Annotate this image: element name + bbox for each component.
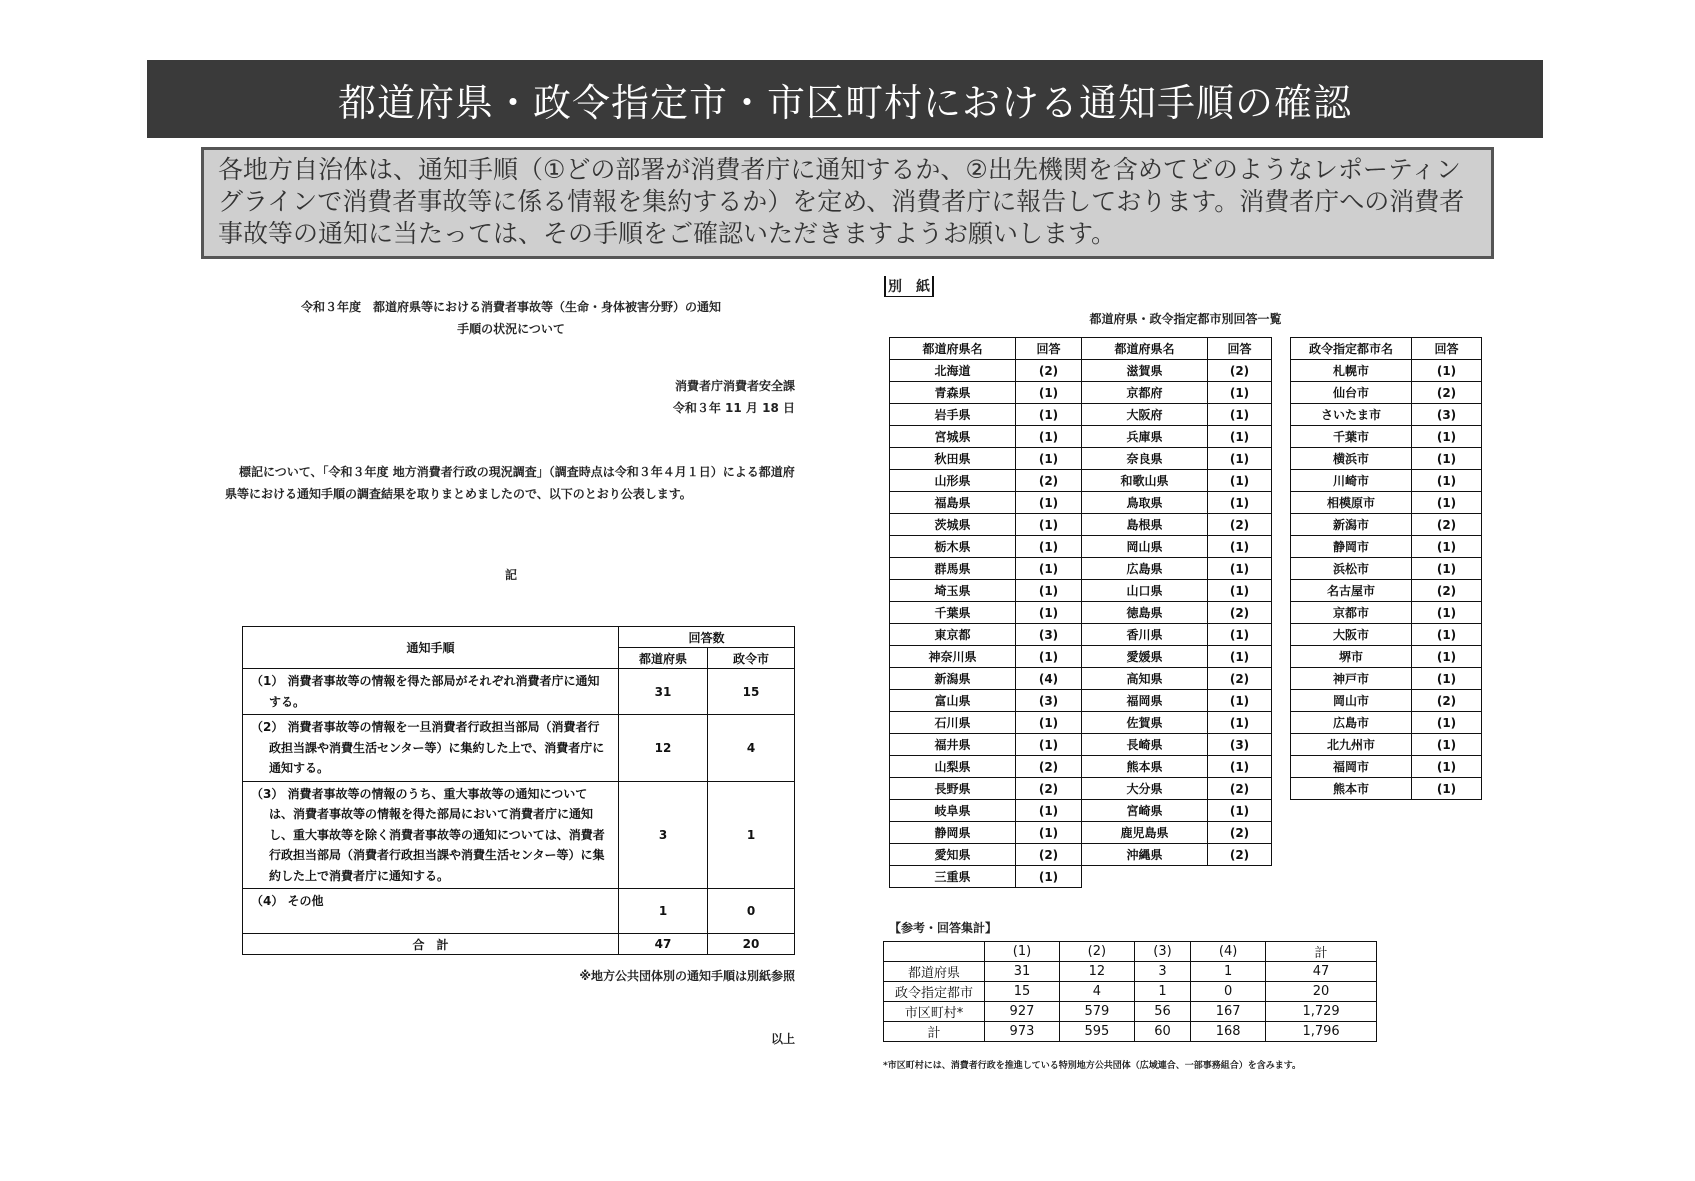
procedure-text: （3） 消費者事故等の情報のうち、重大事故等の通知については、消費者事故等の情報を得た部局において消費者庁に通知し、重大事故等を除く消費者事故等の通知については、消費者行政担当部局（消費者行政担当課や消費生活センター等）に集約した上で消費者庁に通知する。 <box>243 781 619 889</box>
aggregate-value: 579 <box>1059 1002 1134 1022</box>
prefecture-name: 栃木県 <box>890 536 1016 558</box>
table-row <box>890 624 1272 646</box>
table-row <box>890 844 1272 866</box>
aggregate-header <box>884 942 985 962</box>
prefecture-name: 新潟県 <box>890 668 1016 690</box>
prefecture-name: 鳥取県 <box>1082 492 1208 514</box>
prefecture-answer: (1) <box>1016 822 1082 844</box>
aggregate-row-label: 都道府県 <box>884 962 985 982</box>
table-row <box>1291 448 1482 470</box>
table-row <box>1291 492 1482 514</box>
prefecture-name: 富山県 <box>890 690 1016 712</box>
prefecture-name: 熊本県 <box>1082 756 1208 778</box>
table-row <box>243 669 795 715</box>
table-row <box>1291 624 1482 646</box>
table-row <box>1291 734 1482 756</box>
table-row <box>884 942 1377 962</box>
prefecture-answer: (1) <box>1208 712 1272 734</box>
table-row <box>890 866 1272 888</box>
issuer-block <box>560 375 795 419</box>
table-row <box>884 982 1377 1002</box>
city-answer: (1) <box>1412 756 1482 778</box>
aggregate-value: 3 <box>1134 962 1190 982</box>
aggregate-value: 973 <box>985 1022 1060 1042</box>
city-answer: (1) <box>1412 668 1482 690</box>
prefecture-answer: (2) <box>1208 822 1272 844</box>
aggregate-value: 4 <box>1059 982 1134 1002</box>
table-row <box>1291 558 1482 580</box>
prefecture-answer: (1) <box>1016 426 1082 448</box>
table-row <box>890 382 1272 404</box>
attachment-label: 別 紙 <box>884 276 934 297</box>
city-name: さいたま市 <box>1291 404 1412 426</box>
aggregate-value: 1 <box>1191 962 1266 982</box>
empty-cell <box>1208 866 1272 888</box>
city-name: 相模原市 <box>1291 492 1412 514</box>
prefecture-answer: (1) <box>1016 580 1082 602</box>
doc-body: 標記について、「令和３年度 地方消費者行政の現況調査」（調査時点は令和３年４月１日）による都道府県等における通知手順の調査結果を取りまとめましたので、以下のとおり公表します。 <box>225 465 795 501</box>
prefecture-answer: (3) <box>1016 624 1082 646</box>
table-row <box>890 360 1272 382</box>
attachment-subtitle: 都道府県・政令指定都市別回答一覧 <box>1089 312 1282 326</box>
prefecture-answer: (1) <box>1016 712 1082 734</box>
prefecture-name: 岐阜県 <box>890 800 1016 822</box>
prefecture-name: 三重県 <box>890 866 1016 888</box>
prefecture-answer: (1) <box>1208 426 1272 448</box>
city-answer: (1) <box>1412 624 1482 646</box>
aggregate-label: 【参考・回答集計】 <box>889 921 998 935</box>
prefecture-answer: (1) <box>1208 756 1272 778</box>
total-label: 合 計 <box>243 934 619 955</box>
city-answer: (1) <box>1412 734 1482 756</box>
table-row <box>1291 712 1482 734</box>
prefecture-name: 高知県 <box>1082 668 1208 690</box>
prefecture-answer: (1) <box>1208 800 1272 822</box>
prefecture-answer: (1) <box>1016 646 1082 668</box>
city-name: 川崎市 <box>1291 470 1412 492</box>
prefecture-name: 静岡県 <box>890 822 1016 844</box>
prefecture-answer: (2) <box>1208 360 1272 382</box>
city-name: 新潟市 <box>1291 514 1412 536</box>
city-name: 堺市 <box>1291 646 1412 668</box>
prefecture-answer: (1) <box>1208 382 1272 404</box>
city-name: 仙台市 <box>1291 382 1412 404</box>
aggregate-table <box>883 941 1377 1042</box>
city-name: 静岡市 <box>1291 536 1412 558</box>
table-row <box>1291 690 1482 712</box>
prefecture-name: 福岡県 <box>1082 690 1208 712</box>
table-row <box>890 558 1272 580</box>
prefecture-name: 千葉県 <box>890 602 1016 624</box>
doc-title <box>227 296 795 340</box>
table-row <box>243 781 795 889</box>
prefecture-name: 和歌山県 <box>1082 470 1208 492</box>
aggregate-header: (1) <box>985 942 1060 962</box>
table-row <box>890 448 1272 470</box>
prefecture-name: 香川県 <box>1082 624 1208 646</box>
aggregate-value: 15 <box>985 982 1060 1002</box>
page-title: 都道府県・政令指定市・市区町村における通知手順の確認 <box>147 60 1543 138</box>
table-row <box>884 1002 1377 1022</box>
table-row <box>1291 646 1482 668</box>
total-pref: 47 <box>619 934 708 955</box>
aggregate-value: 595 <box>1059 1022 1134 1042</box>
prefecture-name: 青森県 <box>890 382 1016 404</box>
city-name: 大阪市 <box>1291 624 1412 646</box>
table-row <box>890 426 1272 448</box>
prefecture-table <box>889 337 1272 888</box>
prefecture-answer: (1) <box>1016 734 1082 756</box>
prefecture-answer: (1) <box>1208 492 1272 514</box>
table-row <box>890 580 1272 602</box>
table-row <box>890 756 1272 778</box>
city-name: 熊本市 <box>1291 778 1412 800</box>
prefecture-answer: (3) <box>1016 690 1082 712</box>
prefecture-answer: (1) <box>1016 536 1082 558</box>
city-name: 札幌市 <box>1291 360 1412 382</box>
city-name: 神戸市 <box>1291 668 1412 690</box>
prefecture-name: 京都府 <box>1082 382 1208 404</box>
pref-count: 12 <box>619 715 708 782</box>
aggregate-row-label: 政令指定都市 <box>884 982 985 1002</box>
prefecture-name: 山形県 <box>890 470 1016 492</box>
prefecture-name: 岩手県 <box>890 404 1016 426</box>
city-count: 0 <box>708 889 795 934</box>
prefecture-name: 奈良県 <box>1082 448 1208 470</box>
prefecture-name: 群馬県 <box>890 558 1016 580</box>
city-name: 岡山市 <box>1291 690 1412 712</box>
table-row <box>1291 360 1482 382</box>
prefecture-answer: (1) <box>1208 470 1272 492</box>
table-row <box>890 712 1272 734</box>
table-row <box>1291 536 1482 558</box>
prefecture-answer: (2) <box>1016 756 1082 778</box>
table-row <box>890 602 1272 624</box>
city-name: 名古屋市 <box>1291 580 1412 602</box>
city-answer: (1) <box>1412 426 1482 448</box>
city-count: 15 <box>708 669 795 715</box>
pref-header-answer: 回答 <box>1016 338 1082 360</box>
city-name: 横浜市 <box>1291 448 1412 470</box>
city-table <box>1290 337 1482 800</box>
city-answer: (2) <box>1412 690 1482 712</box>
prefecture-name: 岡山県 <box>1082 536 1208 558</box>
city-answer: (1) <box>1412 602 1482 624</box>
city-name: 福岡市 <box>1291 756 1412 778</box>
aggregate-header: (3) <box>1134 942 1190 962</box>
prefecture-name: 佐賀県 <box>1082 712 1208 734</box>
prefecture-name: 愛知県 <box>890 844 1016 866</box>
table-row <box>890 646 1272 668</box>
city-answer: (2) <box>1412 514 1482 536</box>
aggregate-value: 927 <box>985 1002 1060 1022</box>
table-row <box>890 470 1272 492</box>
footnote: *市区町村には、消費者行政を推進している特別地方公共団体（広域連合、一部事務組合）を含みます。 <box>883 1061 1301 1071</box>
table-row <box>890 536 1272 558</box>
prefecture-answer: (1) <box>1016 382 1082 404</box>
prefecture-answer: (4) <box>1016 668 1082 690</box>
prefecture-answer: (2) <box>1016 778 1082 800</box>
table-row <box>1291 426 1482 448</box>
empty-cell <box>1082 866 1208 888</box>
city-answer: (2) <box>1412 580 1482 602</box>
prefecture-answer: (1) <box>1208 448 1272 470</box>
aggregate-value: 12 <box>1059 962 1134 982</box>
aggregate-header: 計 <box>1266 942 1377 962</box>
prefecture-answer: (1) <box>1016 514 1082 536</box>
prefecture-name: 福井県 <box>890 734 1016 756</box>
table-note: ※地方公共団体別の通知手順は別紙参照 <box>579 969 795 983</box>
table-row <box>890 778 1272 800</box>
doc-title-line1: 令和３年度 都道府県等における消費者事故等（生命・身体被害分野）の通知 <box>300 300 721 314</box>
total-city: 20 <box>708 934 795 955</box>
prefecture-name: 大阪府 <box>1082 404 1208 426</box>
prefecture-answer: (1) <box>1208 690 1272 712</box>
aggregate-value: 56 <box>1134 1002 1190 1022</box>
aggregate-header: (2) <box>1059 942 1134 962</box>
city-header-name: 政令指定都市名 <box>1291 338 1412 360</box>
prefecture-name: 埼玉県 <box>890 580 1016 602</box>
prefecture-answer: (1) <box>1208 536 1272 558</box>
prefecture-answer: (1) <box>1016 602 1082 624</box>
prefecture-answer: (1) <box>1208 404 1272 426</box>
col-pref: 都道府県 <box>619 648 708 669</box>
aggregate-value: 31 <box>985 962 1060 982</box>
prefecture-name: 長崎県 <box>1082 734 1208 756</box>
aggregate-value: 167 <box>1191 1002 1266 1022</box>
table-row <box>890 690 1272 712</box>
prefecture-name: 山口県 <box>1082 580 1208 602</box>
prefecture-answer: (1) <box>1208 580 1272 602</box>
aggregate-value: 47 <box>1266 962 1377 982</box>
pref-header-answer-2: 回答 <box>1208 338 1272 360</box>
city-answer: (1) <box>1412 558 1482 580</box>
city-answer: (1) <box>1412 448 1482 470</box>
issuer: 消費者庁消費者安全課 <box>674 379 795 393</box>
prefecture-answer: (2) <box>1016 360 1082 382</box>
table-row <box>890 668 1272 690</box>
table-row <box>890 734 1272 756</box>
procedure-text: （4） その他 <box>243 889 619 934</box>
prefecture-name: 島根県 <box>1082 514 1208 536</box>
prefecture-name: 宮崎県 <box>1082 800 1208 822</box>
prefecture-name: 宮城県 <box>890 426 1016 448</box>
city-answer: (1) <box>1412 470 1482 492</box>
prefecture-answer: (2) <box>1208 602 1272 624</box>
pref-header-name: 都道府県名 <box>890 338 1016 360</box>
pref-count: 1 <box>619 889 708 934</box>
table-row <box>1291 470 1482 492</box>
table-row <box>890 514 1272 536</box>
prefecture-answer: (1) <box>1208 624 1272 646</box>
prefecture-name: 秋田県 <box>890 448 1016 470</box>
prefecture-answer: (2) <box>1016 470 1082 492</box>
aggregate-value: 1,796 <box>1266 1022 1377 1042</box>
prefecture-answer: (1) <box>1016 404 1082 426</box>
city-answer: (1) <box>1412 778 1482 800</box>
city-count: 4 <box>708 715 795 782</box>
city-name: 広島市 <box>1291 712 1412 734</box>
table-row <box>890 800 1272 822</box>
prefecture-name: 石川県 <box>890 712 1016 734</box>
prefecture-answer: (1) <box>1016 866 1082 888</box>
table-row <box>1291 602 1482 624</box>
col-answers: 回答数 <box>619 627 795 648</box>
prefecture-name: 茨城県 <box>890 514 1016 536</box>
aggregate-header: (4) <box>1191 942 1266 962</box>
aggregate-value: 1,729 <box>1266 1002 1377 1022</box>
table-row <box>890 404 1272 426</box>
ki-label: 記 <box>504 568 517 582</box>
aggregate-value: 60 <box>1134 1022 1190 1042</box>
prefecture-name: 徳島県 <box>1082 602 1208 624</box>
prefecture-name: 鹿児島県 <box>1082 822 1208 844</box>
prefecture-answer: (1) <box>1208 646 1272 668</box>
city-answer: (3) <box>1412 404 1482 426</box>
city-answer: (1) <box>1412 646 1482 668</box>
city-name: 北九州市 <box>1291 734 1412 756</box>
doc-title-line2: 手順の状況について <box>457 322 565 336</box>
prefecture-name: 山梨県 <box>890 756 1016 778</box>
prefecture-name: 広島県 <box>1082 558 1208 580</box>
aggregate-value: 0 <box>1191 982 1266 1002</box>
pref-count: 31 <box>619 669 708 715</box>
prefecture-answer: (1) <box>1016 558 1082 580</box>
prefecture-answer: (3) <box>1208 734 1272 756</box>
prefecture-answer: (2) <box>1016 844 1082 866</box>
aggregate-row-label: 計 <box>884 1022 985 1042</box>
table-row <box>890 822 1272 844</box>
prefecture-answer: (2) <box>1208 514 1272 536</box>
table-row <box>1291 514 1482 536</box>
summary-box: 各地方自治体は、通知手順（①どの部署が消費者庁に通知するか、②出先機関を含めてどのようなレポーティングラインで消費者事故等に係る情報を集約するか）を定め、消費者庁に報告しております。消費者庁への消費者事故等の通知に当たっては、その手順をご確認いただきますようお願いします。 <box>201 147 1494 259</box>
table-row <box>1291 382 1482 404</box>
table-row <box>243 715 795 782</box>
issue-date: 令和３年 11 月 18 日 <box>672 401 795 415</box>
procedure-table <box>242 626 795 955</box>
table-row <box>1291 404 1482 426</box>
prefecture-name: 愛媛県 <box>1082 646 1208 668</box>
pref-count: 3 <box>619 781 708 889</box>
table-row <box>884 962 1377 982</box>
prefecture-name: 大分県 <box>1082 778 1208 800</box>
aggregate-value: 20 <box>1266 982 1377 1002</box>
aggregate-row-label: 市区町村* <box>884 1002 985 1022</box>
city-answer: (1) <box>1412 360 1482 382</box>
table-row <box>1291 756 1482 778</box>
prefecture-name: 滋賀県 <box>1082 360 1208 382</box>
city-answer: (1) <box>1412 536 1482 558</box>
prefecture-name: 長野県 <box>890 778 1016 800</box>
city-name: 京都市 <box>1291 602 1412 624</box>
table-row <box>1291 668 1482 690</box>
city-answer: (1) <box>1412 492 1482 514</box>
table-row <box>1291 580 1482 602</box>
city-count: 1 <box>708 781 795 889</box>
prefecture-name: 東京都 <box>890 624 1016 646</box>
prefecture-name: 沖縄県 <box>1082 844 1208 866</box>
prefecture-name: 神奈川県 <box>890 646 1016 668</box>
city-header-answer: 回答 <box>1412 338 1482 360</box>
pref-header-name-2: 都道府県名 <box>1082 338 1208 360</box>
prefecture-answer: (2) <box>1208 668 1272 690</box>
prefecture-answer: (2) <box>1208 778 1272 800</box>
prefecture-name: 福島県 <box>890 492 1016 514</box>
city-answer: (1) <box>1412 712 1482 734</box>
col-city: 政令市 <box>708 648 795 669</box>
table-row <box>243 889 795 934</box>
prefecture-name: 北海道 <box>890 360 1016 382</box>
prefecture-answer: (1) <box>1016 448 1082 470</box>
table-row <box>1291 778 1482 800</box>
table-row <box>884 1022 1377 1042</box>
table-row <box>890 492 1272 514</box>
end-mark: 以上 <box>770 1032 795 1046</box>
aggregate-value: 1 <box>1134 982 1190 1002</box>
city-answer: (2) <box>1412 382 1482 404</box>
procedure-text: （2） 消費者事故等の情報を一旦消費者行政担当部局（消費者行政担当課や消費生活センター等）に集約した上で、消費者庁に通知する。 <box>243 715 619 782</box>
prefecture-answer: (1) <box>1208 558 1272 580</box>
prefecture-answer: (1) <box>1016 492 1082 514</box>
col-procedure: 通知手順 <box>243 627 619 669</box>
aggregate-value: 168 <box>1191 1022 1266 1042</box>
prefecture-name: 兵庫県 <box>1082 426 1208 448</box>
procedure-text: （1） 消費者事故等の情報を得た部局がそれぞれ消費者庁に通知する。 <box>243 669 619 715</box>
city-name: 浜松市 <box>1291 558 1412 580</box>
city-name: 千葉市 <box>1291 426 1412 448</box>
prefecture-answer: (2) <box>1208 844 1272 866</box>
prefecture-answer: (1) <box>1016 800 1082 822</box>
